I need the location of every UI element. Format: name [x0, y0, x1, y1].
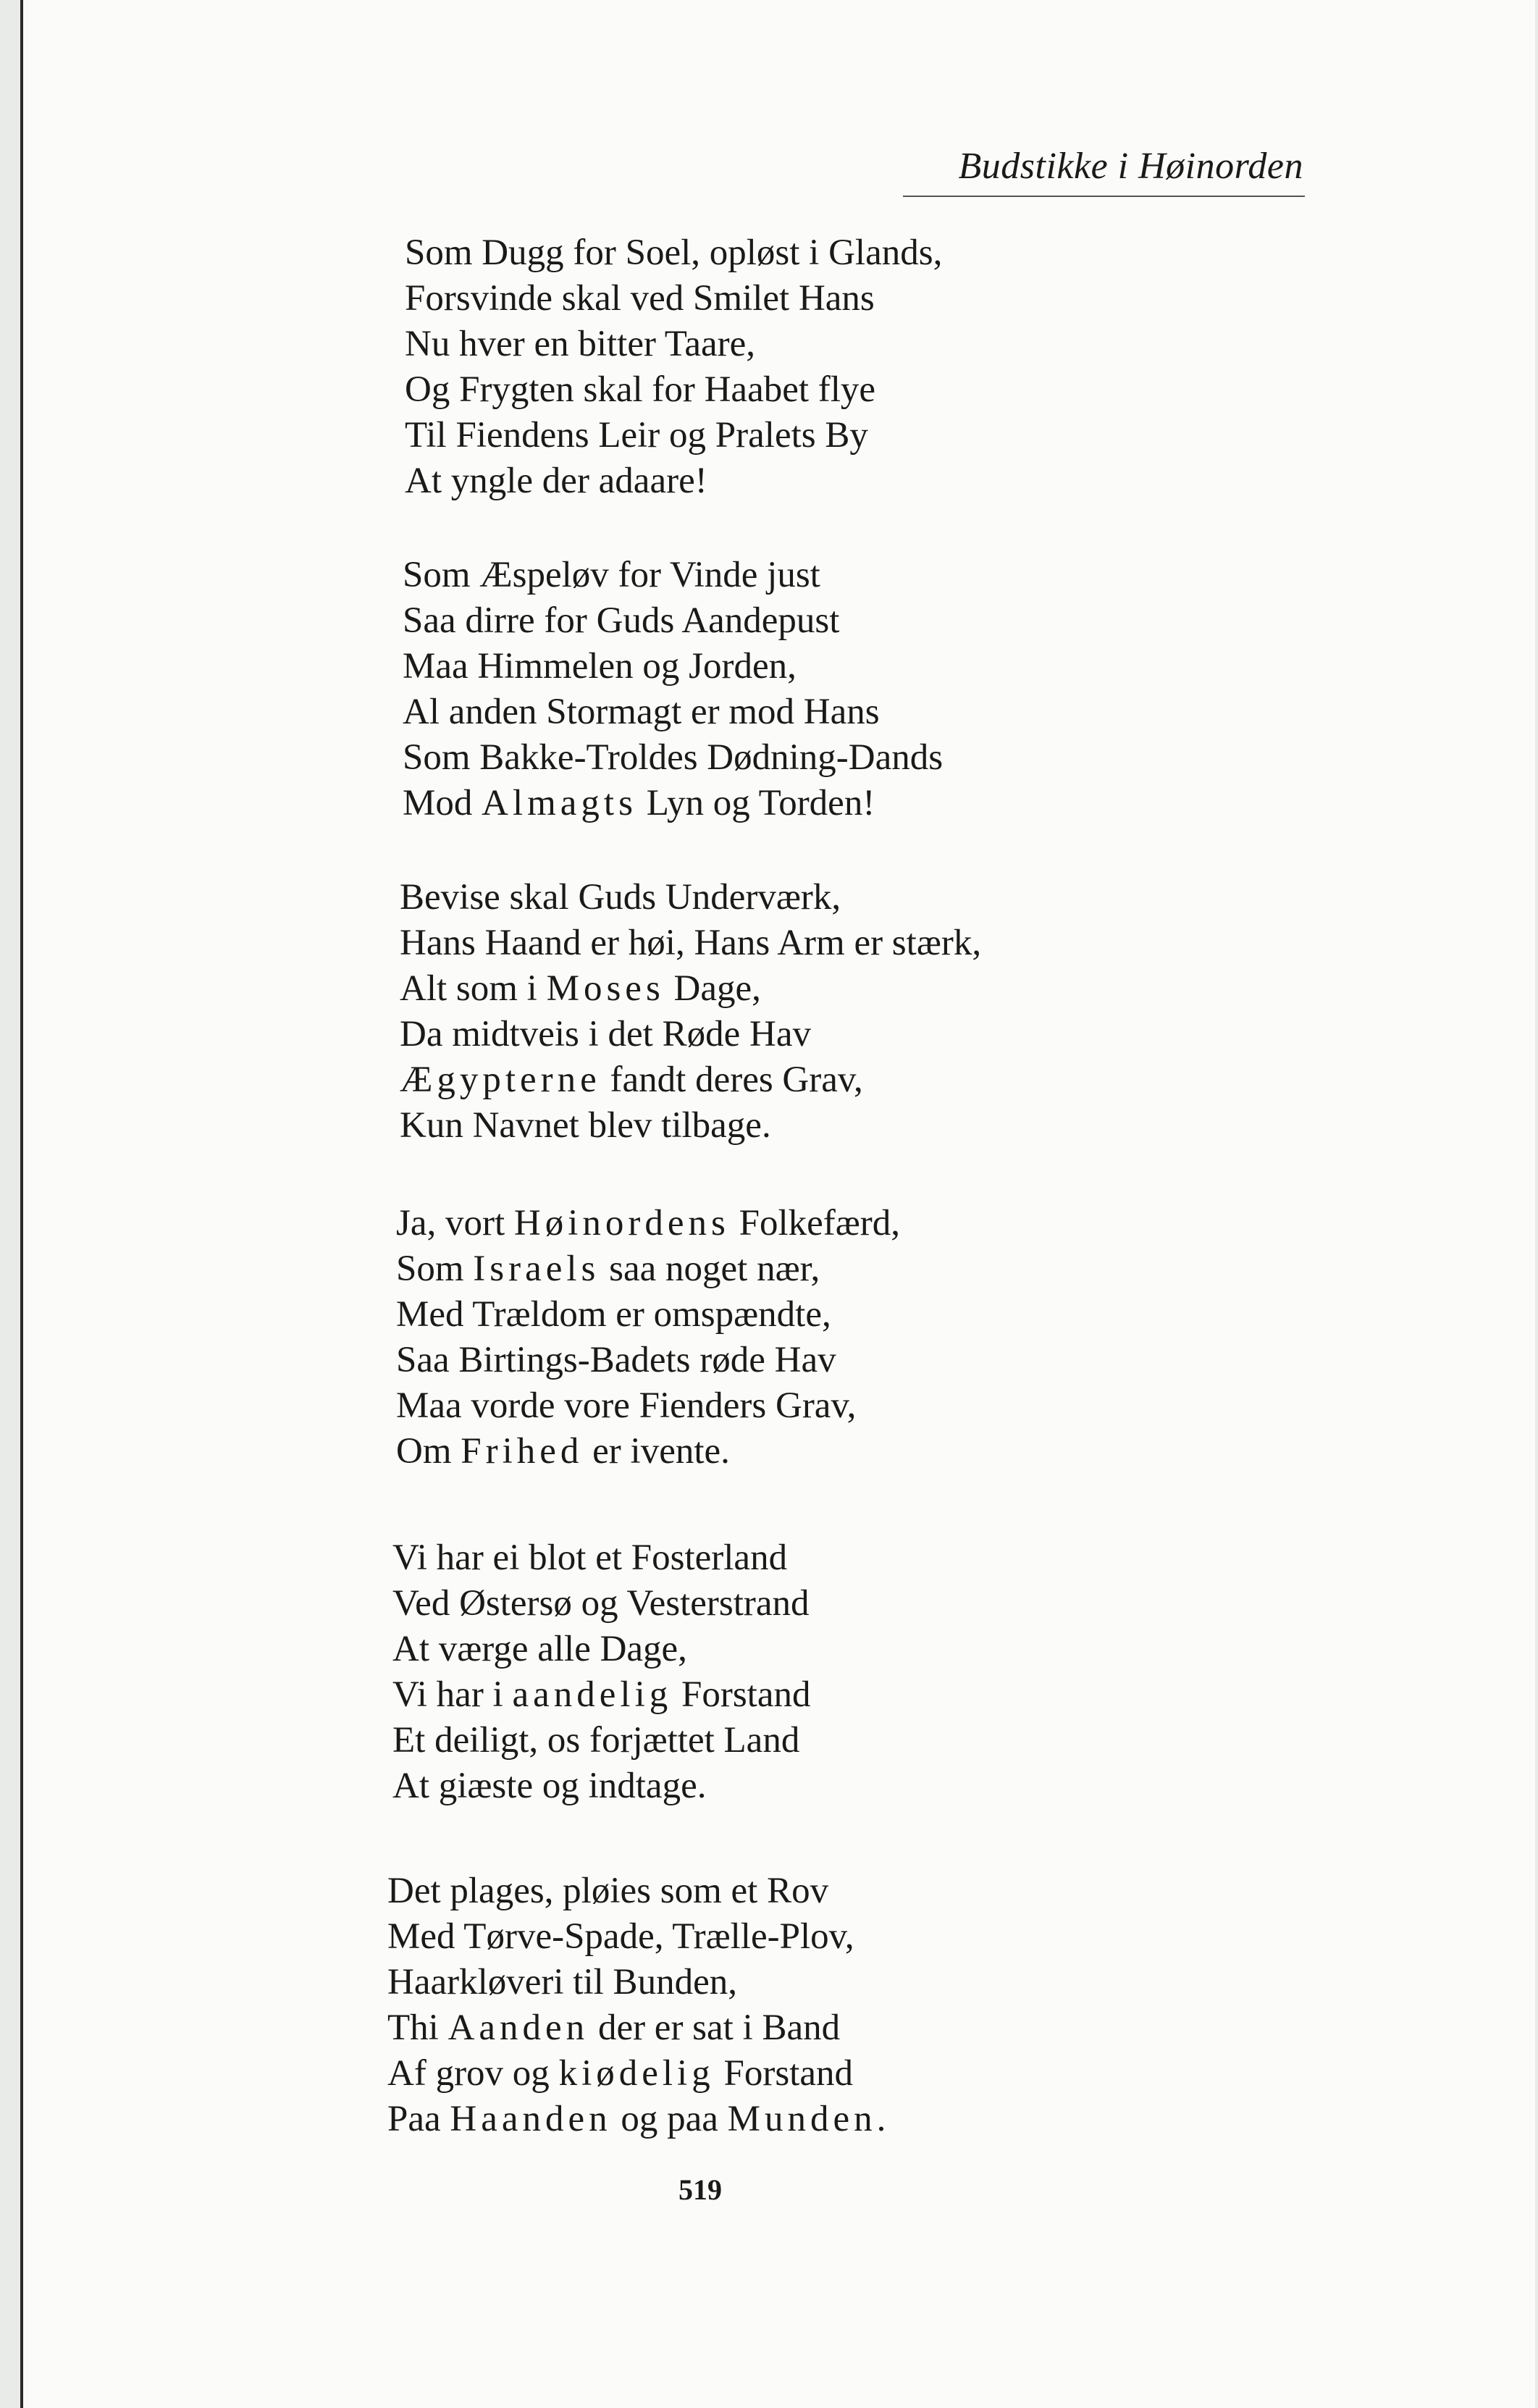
- stanza-4: [396, 1201, 900, 1474]
- line-text: Saa dirre for Guds Aandepust: [403, 600, 840, 641]
- line-text: Saa Birtings-Badets røde Hav: [396, 1340, 836, 1380]
- line-text: Forstand: [672, 1674, 811, 1715]
- poem-line: [403, 553, 943, 598]
- emphasized-text: Haanden: [450, 2099, 612, 2139]
- line-text: Haarkløveri til Bunden,: [387, 1962, 737, 2002]
- line-text: Dage,: [664, 968, 761, 1009]
- emphasized-text: Almagts: [482, 783, 637, 823]
- poem-line: [400, 875, 981, 920]
- poem-line: [400, 1103, 981, 1149]
- line-text: Forsvinde skal ved Smilet Hans: [405, 278, 875, 319]
- line-text: Kun Navnet blev tilbage.: [400, 1105, 771, 1146]
- line-text: Lyn og Torden!: [636, 783, 875, 823]
- poem-line: [396, 1338, 900, 1383]
- poem-line: [400, 1057, 981, 1103]
- page-number: 519: [678, 2173, 722, 2206]
- book-page: [20, 0, 1535, 2408]
- line-text: At yngle der adaare!: [405, 461, 707, 501]
- poem-line: [405, 230, 942, 276]
- emphasized-text: Ægypterne: [400, 1060, 601, 1100]
- line-text: er ivente.: [583, 1431, 730, 1472]
- poem-line: [392, 1672, 810, 1718]
- line-text: og paa: [611, 2099, 728, 2139]
- poem-line: [387, 2097, 886, 2142]
- poem-line: [405, 367, 942, 413]
- line-text: Som Bakke-Troldes Dødning-Dands: [403, 737, 944, 778]
- poem-line: [387, 2051, 886, 2097]
- line-text: Med Trældom er omspændte,: [396, 1294, 831, 1335]
- poem-line: [387, 1868, 886, 1914]
- line-text: Vi har i: [392, 1674, 513, 1715]
- poem-line: [396, 1383, 900, 1429]
- header-rule: [903, 196, 1305, 197]
- line-text: Ved Østersø og Vesterstrand: [392, 1583, 810, 1624]
- poem-line: [403, 598, 943, 644]
- poem-line: [387, 2005, 886, 2051]
- poem-line: [396, 1201, 900, 1246]
- running-header: Budstikke i Høinorden: [958, 146, 1303, 187]
- poem-line: [387, 1914, 886, 1960]
- emphasized-text: aandelig: [512, 1674, 673, 1715]
- poem-line: [392, 1627, 810, 1672]
- line-text: Som Æspeløv for Vinde just: [403, 555, 820, 595]
- line-text: Med Tørve-Spade, Trælle-Plov,: [387, 1916, 854, 1957]
- stanza-6: [387, 1868, 886, 2142]
- emphasized-text: kiødelig: [558, 2053, 715, 2094]
- line-text: Til Fiendens Leir og Pralets By: [405, 415, 868, 456]
- line-text: Thi: [387, 2008, 448, 2048]
- line-text: At værge alle Dage,: [392, 1629, 687, 1669]
- poem-line: [392, 1718, 810, 1763]
- line-text: .: [876, 2099, 886, 2139]
- line-text: Al anden Stormagt er mod Hans: [403, 692, 880, 732]
- line-text: Af grov og: [387, 2053, 559, 2094]
- poem-line: [387, 1960, 886, 2005]
- line-text: der er sat i Band: [589, 2008, 841, 2048]
- line-text: Bevise skal Guds Underværk,: [400, 877, 841, 918]
- line-text: Hans Haand er høi, Hans Arm er stærk,: [400, 923, 982, 963]
- line-text: Paa: [387, 2099, 450, 2139]
- poem-line: [403, 781, 943, 826]
- poem-line: [392, 1581, 810, 1627]
- poem-line: [403, 689, 943, 735]
- poem-line: [405, 458, 942, 504]
- line-text: saa noget nær,: [600, 1249, 820, 1289]
- line-text: Vi har ei blot et Fosterland: [392, 1537, 788, 1578]
- poem-line: [405, 413, 942, 458]
- poem-line: [396, 1429, 900, 1474]
- line-text: Mod: [403, 783, 482, 823]
- line-text: Og Frygten skal for Haabet flye: [405, 369, 876, 410]
- line-text: Et deiligt, os forjættet Land: [392, 1720, 800, 1761]
- poem-line: [396, 1246, 900, 1292]
- emphasized-text: Frihed: [461, 1431, 584, 1472]
- poem-line: [400, 920, 981, 966]
- poem-line: [400, 1012, 981, 1057]
- line-text: Som Dugg for Soel, opløst i Glands,: [405, 232, 943, 273]
- stanza-1: [405, 230, 942, 504]
- line-text: Alt som i: [400, 968, 547, 1009]
- stanza-3: [400, 875, 981, 1149]
- line-text: Om: [396, 1431, 461, 1472]
- emphasized-text: Moses: [546, 968, 665, 1009]
- poem-line: [405, 322, 942, 367]
- poem-line: [405, 276, 942, 322]
- poem-line: [392, 1763, 810, 1809]
- line-text: Maa Himmelen og Jorden,: [403, 646, 797, 687]
- poem-line: [403, 644, 943, 689]
- emphasized-text: Aanden: [447, 2008, 589, 2048]
- line-text: Maa vorde vore Fienders Grav,: [396, 1385, 857, 1426]
- line-text: fandt deres Grav,: [600, 1060, 863, 1100]
- poem-line: [400, 966, 981, 1012]
- poem-line: [396, 1292, 900, 1338]
- emphasized-text: Israels: [473, 1249, 600, 1289]
- line-text: Da midtveis i det Røde Hav: [400, 1014, 811, 1054]
- line-text: Folkefærd,: [729, 1203, 901, 1243]
- line-text: Nu hver en bitter Taare,: [405, 324, 756, 364]
- stanza-5: [392, 1535, 810, 1809]
- line-text: Det plages, pløies som et Rov: [387, 1871, 829, 1911]
- poem-line: [403, 735, 943, 781]
- emphasized-text: Høinordens: [513, 1203, 730, 1243]
- stanza-2: [403, 553, 943, 826]
- line-text: Som: [396, 1249, 474, 1289]
- line-text: At giæste og indtage.: [392, 1766, 707, 1806]
- line-text: Forstand: [714, 2053, 853, 2094]
- emphasized-text: Munden: [727, 2099, 877, 2139]
- line-text: Ja, vort: [396, 1203, 514, 1243]
- poem-line: [392, 1535, 810, 1581]
